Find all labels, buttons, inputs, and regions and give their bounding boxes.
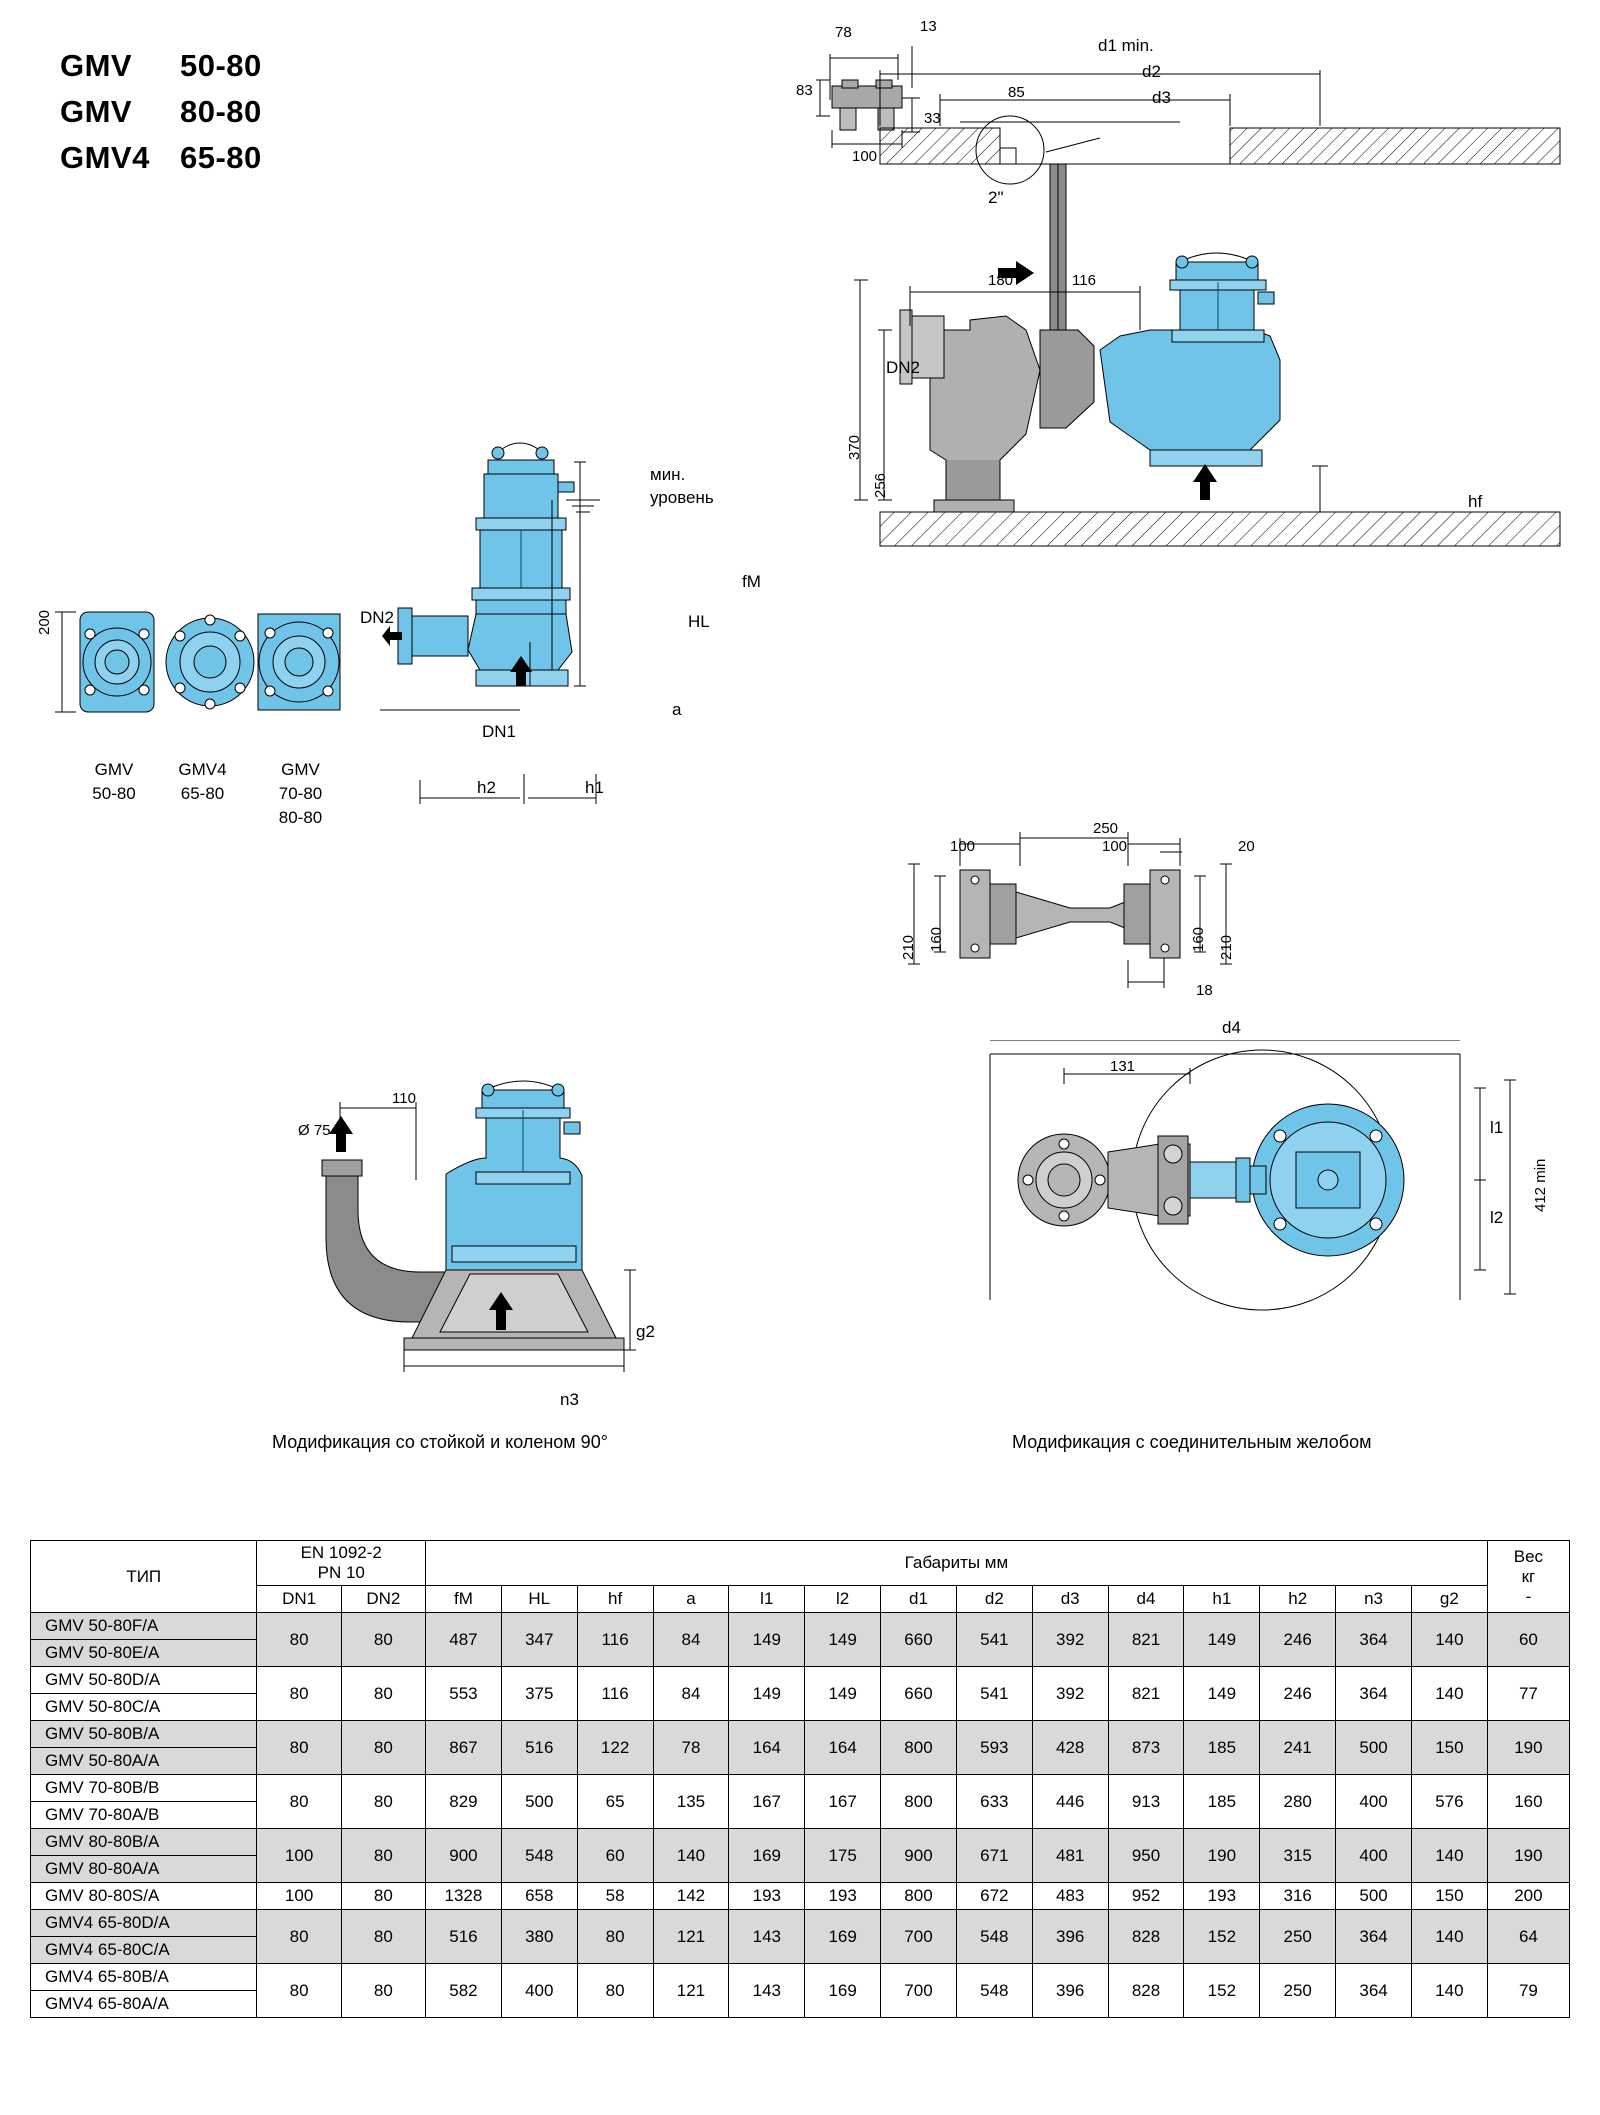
pipe-size-2in: 2" — [988, 188, 1004, 207]
title-row — [60, 94, 262, 130]
header-weight-line1: Вес — [1513, 1546, 1544, 1566]
cell-n3: 500 — [1336, 1883, 1412, 1910]
title-model: GMV — [60, 48, 133, 83]
coupling-dim-210b: 210 — [1218, 934, 1235, 960]
cell-g2: 150 — [1411, 1883, 1487, 1910]
header-dim-n3: n3 — [1336, 1586, 1412, 1613]
cell-g2: 140 — [1411, 1667, 1487, 1721]
coupling-dim-20: 20 — [1238, 838, 1255, 855]
cell-h2: 316 — [1260, 1883, 1336, 1910]
cell-weight: 64 — [1487, 1910, 1569, 1964]
cell-type: GMV 50-80D/A — [31, 1667, 257, 1694]
dim-hf: hf — [1468, 492, 1483, 511]
cell-dn1: 100 — [257, 1883, 341, 1910]
cell-d2: 541 — [956, 1613, 1032, 1667]
dim-fM: fM — [742, 572, 761, 591]
stand-view-caption: Модификация со стойкой и коленом 90° — [272, 1432, 608, 1452]
cell-a: 84 — [653, 1613, 729, 1667]
cell-dn2: 80 — [341, 1883, 425, 1910]
cell-d2: 672 — [956, 1883, 1032, 1910]
title-size: 65-80 — [180, 140, 262, 175]
flange-dim-200: 200 — [36, 609, 53, 635]
trough-dim-131: 131 — [1110, 1058, 1136, 1075]
flange-front-view — [50, 600, 360, 760]
cell-dn2: 80 — [341, 1613, 425, 1667]
cell-h1: 185 — [1184, 1721, 1260, 1775]
cell-dn1: 80 — [257, 1910, 341, 1964]
dim-d3: d3 — [1152, 88, 1171, 107]
trough-view-caption: Модификация с соединительным желобом — [1012, 1432, 1372, 1452]
cell-weight: 190 — [1487, 1721, 1569, 1775]
cell-fM: 829 — [426, 1775, 502, 1829]
pump-bottom-dims — [400, 760, 700, 850]
cell-dn1: 100 — [257, 1829, 341, 1883]
trough-dim-412min: 412 min — [1532, 1158, 1549, 1212]
cell-h2: 246 — [1260, 1667, 1336, 1721]
cell-h2: 315 — [1260, 1829, 1336, 1883]
coupling-dim-160b: 160 — [1190, 926, 1207, 952]
cell-d2: 548 — [956, 1964, 1032, 2018]
table-row — [31, 1667, 1570, 1694]
cell-g2: 150 — [1411, 1721, 1487, 1775]
cell-g2: 140 — [1411, 1964, 1487, 2018]
coupling-dim-210a: 210 — [900, 934, 917, 960]
header-type: ТИП — [31, 1541, 257, 1613]
cell-d2: 541 — [956, 1667, 1032, 1721]
header-en-line2: PN 10 — [317, 1563, 365, 1582]
cell-weight: 60 — [1487, 1613, 1569, 1667]
cell-d3: 392 — [1032, 1667, 1108, 1721]
cell-hf: 122 — [577, 1721, 653, 1775]
cell-hf: 116 — [577, 1613, 653, 1667]
cell-h1: 190 — [1184, 1829, 1260, 1883]
cell-a: 142 — [653, 1883, 729, 1910]
cell-h2: 241 — [1260, 1721, 1336, 1775]
cell-l2: 149 — [805, 1613, 881, 1667]
cell-dn2: 80 — [341, 1775, 425, 1829]
cell-fM: 1328 — [426, 1883, 502, 1910]
cell-dn1: 80 — [257, 1667, 341, 1721]
cell-weight: 190 — [1487, 1829, 1569, 1883]
cell-dn1: 80 — [257, 1964, 341, 2018]
header-dimensions: Габариты мм — [426, 1541, 1488, 1586]
dim-180: 180 — [988, 272, 1014, 289]
cell-n3: 364 — [1336, 1964, 1412, 2018]
cell-fM: 516 — [426, 1910, 502, 1964]
cell-d4: 821 — [1108, 1613, 1184, 1667]
flange-label-3-line2: 70-80 — [278, 784, 323, 803]
cell-HL: 548 — [501, 1829, 577, 1883]
title-size: 80-80 — [180, 94, 262, 129]
table-header-row-2 — [31, 1586, 1570, 1613]
cell-l1: 143 — [729, 1910, 805, 1964]
header-dim-g2: g2 — [1411, 1586, 1487, 1613]
cell-hf: 58 — [577, 1883, 653, 1910]
header-dim-d4: d4 — [1108, 1586, 1184, 1613]
stand-dim-110: 110 — [392, 1090, 416, 1107]
cell-d1: 700 — [881, 1910, 957, 1964]
header-dim-l2: l2 — [805, 1586, 881, 1613]
cell-type: GMV4 65-80C/A — [31, 1937, 257, 1964]
bracket-dim-78: 78 — [835, 24, 852, 41]
cell-h1: 185 — [1184, 1775, 1260, 1829]
cell-d1: 700 — [881, 1964, 957, 2018]
cell-type: GMV4 65-80B/A — [31, 1964, 257, 1991]
cell-g2: 576 — [1411, 1775, 1487, 1829]
coupling-dim-250: 250 — [1093, 820, 1119, 837]
dim-h1: h1 — [585, 778, 604, 797]
cell-type: GMV 80-80A/A — [31, 1856, 257, 1883]
dim-a: a — [672, 700, 682, 719]
cell-d3: 446 — [1032, 1775, 1108, 1829]
cell-l2: 193 — [805, 1883, 881, 1910]
title-row — [60, 48, 262, 84]
flange-label-1-line1: GMV — [94, 760, 134, 779]
cell-a: 84 — [653, 1667, 729, 1721]
header-dim-d3: d3 — [1032, 1586, 1108, 1613]
dim-h2: h2 — [477, 778, 496, 797]
flange-label-1-line2: 50-80 — [92, 784, 136, 803]
table-row — [31, 1964, 1570, 1991]
stand-dim-n3: n3 — [560, 1390, 579, 1409]
cell-type: GMV 50-80B/A — [31, 1721, 257, 1748]
cell-dn1: 80 — [257, 1775, 341, 1829]
cell-type: GMV4 65-80D/A — [31, 1910, 257, 1937]
header-dn2: DN2 — [341, 1586, 425, 1613]
cell-type: GMV 50-80E/A — [31, 1640, 257, 1667]
flange-label-2-line2: 65-80 — [180, 784, 225, 803]
cell-d2: 633 — [956, 1775, 1032, 1829]
cell-dn2: 80 — [341, 1964, 425, 2018]
coupling-dim-100b: 100 — [1102, 838, 1128, 855]
cell-h2: 250 — [1260, 1910, 1336, 1964]
cell-type: GMV 70-80A/B — [31, 1802, 257, 1829]
dim-85: 85 — [1008, 84, 1025, 101]
title-size: 50-80 — [180, 48, 262, 83]
table-row — [31, 1883, 1570, 1910]
dim-DN2-install: DN2 — [886, 358, 921, 377]
cell-d4: 828 — [1108, 1910, 1184, 1964]
dim-HL: HL — [688, 612, 710, 631]
cell-fM: 867 — [426, 1721, 502, 1775]
cell-a: 135 — [653, 1775, 729, 1829]
cell-n3: 364 — [1336, 1613, 1412, 1667]
trough-dim-l2: l2 — [1490, 1208, 1504, 1227]
min-level-label-line1: мин. — [650, 465, 686, 484]
cell-d4: 873 — [1108, 1721, 1184, 1775]
cell-a: 121 — [653, 1964, 729, 2018]
cell-h1: 149 — [1184, 1613, 1260, 1667]
header-dim-h2: h2 — [1260, 1586, 1336, 1613]
flange-label-2-line1: GMV4 — [178, 760, 227, 779]
cell-h2: 250 — [1260, 1964, 1336, 2018]
cell-d1: 800 — [881, 1883, 957, 1910]
dim-d2: d2 — [1142, 62, 1161, 81]
cell-fM: 900 — [426, 1829, 502, 1883]
cell-l1: 149 — [729, 1613, 805, 1667]
cell-l2: 175 — [805, 1829, 881, 1883]
cell-fM: 553 — [426, 1667, 502, 1721]
cell-d1: 900 — [881, 1829, 957, 1883]
cell-d1: 800 — [881, 1775, 957, 1829]
cell-h1: 193 — [1184, 1883, 1260, 1910]
header-dim-d1: d1 — [881, 1586, 957, 1613]
header-weight-line3: - — [1525, 1586, 1532, 1606]
cell-l1: 169 — [729, 1829, 805, 1883]
cell-hf: 80 — [577, 1964, 653, 2018]
cell-fM: 487 — [426, 1613, 502, 1667]
cell-l1: 143 — [729, 1964, 805, 2018]
title-block — [60, 48, 262, 186]
table-body — [31, 1613, 1570, 2018]
header-dim-HL: HL — [501, 1586, 577, 1613]
table-header-row-1 — [31, 1541, 1570, 1586]
min-level-label-line2: уровень — [650, 488, 714, 507]
table-row — [31, 1829, 1570, 1856]
header-dim-h1: h1 — [1184, 1586, 1260, 1613]
coupling-dim-18: 18 — [1196, 982, 1213, 999]
cell-d2: 671 — [956, 1829, 1032, 1883]
title-model: GMV4 — [60, 140, 150, 175]
cell-d3: 481 — [1032, 1829, 1108, 1883]
cell-l2: 164 — [805, 1721, 881, 1775]
title-model: GMV — [60, 94, 133, 129]
title-row — [60, 140, 262, 176]
cell-d4: 821 — [1108, 1667, 1184, 1721]
cell-l1: 149 — [729, 1667, 805, 1721]
bracket-dim-13: 13 — [920, 18, 937, 35]
cell-HL: 500 — [501, 1775, 577, 1829]
dim-116: 116 — [1072, 272, 1096, 289]
bracket-dim-83: 83 — [796, 82, 813, 99]
specification-table-wrapper — [30, 1540, 1570, 2018]
cell-g2: 140 — [1411, 1910, 1487, 1964]
cell-a: 78 — [653, 1721, 729, 1775]
cell-d4: 828 — [1108, 1964, 1184, 2018]
coupling-dim-160a: 160 — [928, 926, 945, 952]
cell-weight: 160 — [1487, 1775, 1569, 1829]
cell-HL: 380 — [501, 1910, 577, 1964]
trough-dim-d4: d4 — [1222, 1018, 1241, 1037]
cell-l1: 167 — [729, 1775, 805, 1829]
cell-d1: 800 — [881, 1721, 957, 1775]
cell-d4: 913 — [1108, 1775, 1184, 1829]
header-dim-fM: fM — [426, 1586, 502, 1613]
header-dim-d2: d2 — [956, 1586, 1032, 1613]
bracket-dim-33: 33 — [924, 110, 941, 127]
cell-dn2: 80 — [341, 1910, 425, 1964]
stand-dim-g2: g2 — [636, 1322, 655, 1341]
cell-dn2: 80 — [341, 1667, 425, 1721]
cell-l2: 169 — [805, 1910, 881, 1964]
cell-type: GMV 70-80B/B — [31, 1775, 257, 1802]
cell-HL: 516 — [501, 1721, 577, 1775]
header-dim-hf: hf — [577, 1586, 653, 1613]
cell-dn1: 80 — [257, 1613, 341, 1667]
coupling-view-drawing — [900, 830, 1320, 1010]
cell-weight: 77 — [1487, 1667, 1569, 1721]
cell-n3: 364 — [1336, 1910, 1412, 1964]
dim-370: 370 — [846, 434, 863, 460]
stand-dim-dia75: Ø 75 — [298, 1122, 331, 1139]
dim-DN2-side: DN2 — [360, 608, 395, 627]
cell-dn2: 80 — [341, 1829, 425, 1883]
header-en-standard — [257, 1541, 426, 1586]
flange-label-3-line1: GMV — [281, 760, 320, 779]
dim-256: 256 — [872, 472, 889, 498]
header-dn1: DN1 — [257, 1586, 341, 1613]
cell-dn2: 80 — [341, 1721, 425, 1775]
bracket-dim-100: 100 — [852, 148, 878, 165]
header-en-line1: EN 1092-2 — [300, 1543, 382, 1562]
cell-type: GMV 80-80S/A — [31, 1883, 257, 1910]
table-row — [31, 1613, 1570, 1640]
pump-side-view-drawing — [380, 420, 740, 750]
cell-h2: 280 — [1260, 1775, 1336, 1829]
cell-d3: 428 — [1032, 1721, 1108, 1775]
cell-d4: 952 — [1108, 1883, 1184, 1910]
specification-table — [30, 1540, 1570, 2018]
cell-n3: 400 — [1336, 1775, 1412, 1829]
cell-d3: 483 — [1032, 1883, 1108, 1910]
cell-d2: 548 — [956, 1910, 1032, 1964]
header-weight-line2: кг — [1521, 1566, 1536, 1586]
cell-type: GMV 50-80C/A — [31, 1694, 257, 1721]
cell-d3: 392 — [1032, 1613, 1108, 1667]
cell-hf: 65 — [577, 1775, 653, 1829]
cell-hf: 80 — [577, 1910, 653, 1964]
cell-d4: 950 — [1108, 1829, 1184, 1883]
cell-g2: 140 — [1411, 1829, 1487, 1883]
cell-l1: 193 — [729, 1883, 805, 1910]
cell-weight: 79 — [1487, 1964, 1569, 2018]
cell-hf: 116 — [577, 1667, 653, 1721]
cell-type: GMV 80-80B/A — [31, 1829, 257, 1856]
header-dim-a: a — [653, 1586, 729, 1613]
cell-HL: 375 — [501, 1667, 577, 1721]
cell-dn1: 80 — [257, 1721, 341, 1775]
cell-n3: 364 — [1336, 1667, 1412, 1721]
cell-d3: 396 — [1032, 1964, 1108, 2018]
installation-view-drawing — [850, 30, 1590, 710]
cell-HL: 347 — [501, 1613, 577, 1667]
flange-label-3-line3: 80-80 — [278, 808, 323, 827]
cell-type: GMV 50-80F/A — [31, 1613, 257, 1640]
table-row — [31, 1721, 1570, 1748]
header-weight — [1487, 1541, 1569, 1613]
cell-d2: 593 — [956, 1721, 1032, 1775]
cell-type: GMV 50-80A/A — [31, 1748, 257, 1775]
cell-l2: 169 — [805, 1964, 881, 2018]
table-row — [31, 1775, 1570, 1802]
cell-h1: 149 — [1184, 1667, 1260, 1721]
cell-d1: 660 — [881, 1667, 957, 1721]
cell-d1: 660 — [881, 1613, 957, 1667]
header-dim-l1: l1 — [729, 1586, 805, 1613]
dim-DN1: DN1 — [482, 722, 517, 741]
cell-HL: 658 — [501, 1883, 577, 1910]
cell-weight: 200 — [1487, 1883, 1569, 1910]
cell-hf: 60 — [577, 1829, 653, 1883]
cell-fM: 582 — [426, 1964, 502, 2018]
cell-l2: 167 — [805, 1775, 881, 1829]
cell-n3: 500 — [1336, 1721, 1412, 1775]
cell-a: 121 — [653, 1910, 729, 1964]
coupling-dim-100a: 100 — [950, 838, 976, 855]
cell-l1: 164 — [729, 1721, 805, 1775]
cell-h2: 246 — [1260, 1613, 1336, 1667]
cell-d3: 396 — [1032, 1910, 1108, 1964]
dim-d1min: d1 min. — [1098, 36, 1154, 55]
cell-type: GMV4 65-80A/A — [31, 1991, 257, 2018]
cell-h1: 152 — [1184, 1910, 1260, 1964]
cell-HL: 400 — [501, 1964, 577, 2018]
cell-l2: 149 — [805, 1667, 881, 1721]
cell-g2: 140 — [1411, 1613, 1487, 1667]
cell-h1: 152 — [1184, 1964, 1260, 2018]
table-row — [31, 1910, 1570, 1937]
trough-view-drawing — [980, 1040, 1540, 1340]
trough-dim-l1: l1 — [1490, 1118, 1504, 1137]
cell-a: 140 — [653, 1829, 729, 1883]
cell-n3: 400 — [1336, 1829, 1412, 1883]
